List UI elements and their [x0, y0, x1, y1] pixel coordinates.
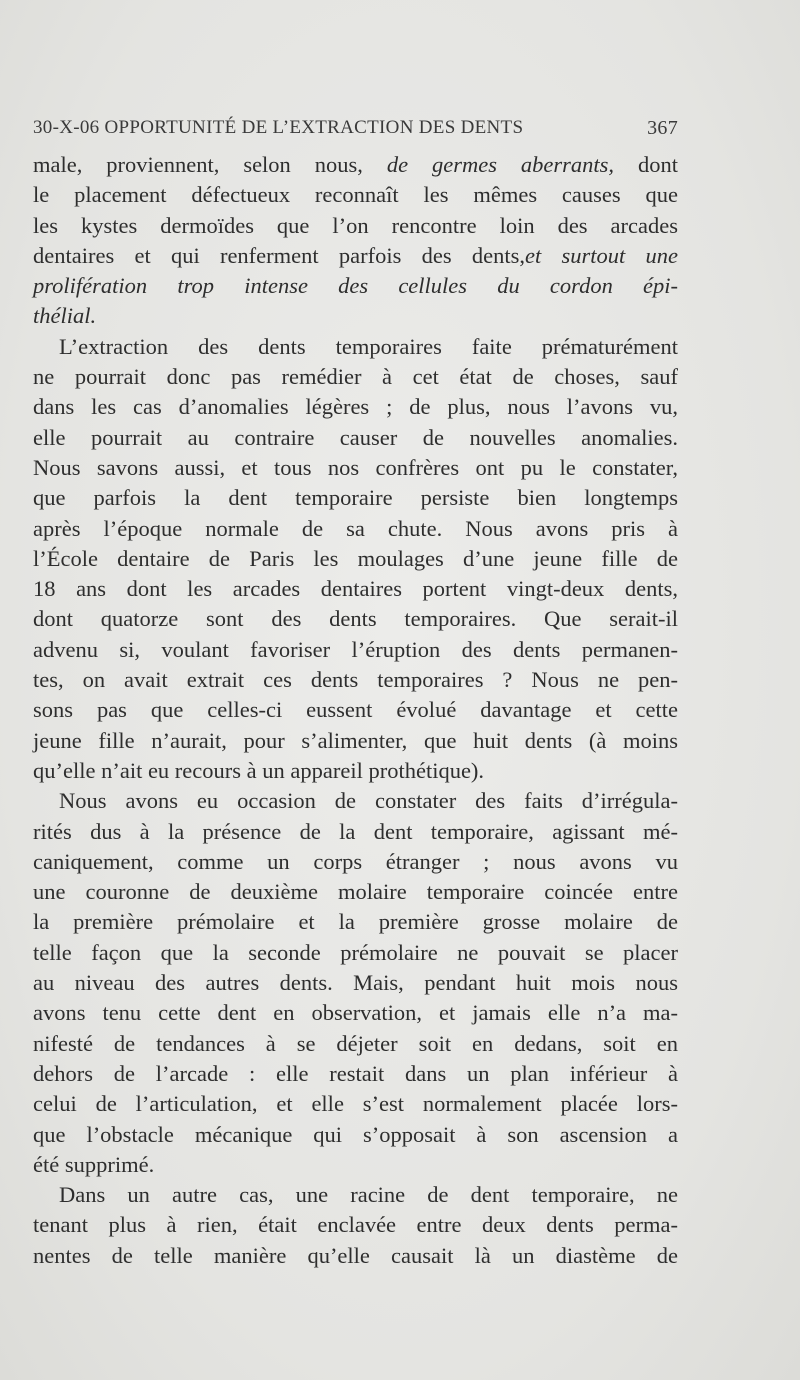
- text-segment: au niveau des autres dents. Mais, pendant huit mois nous: [33, 970, 678, 996]
- text-segment: dentaires et qui renferment parfois des dents,: [33, 242, 525, 268]
- text-line: [33, 665, 678, 695]
- text-segment: L’extraction des dents temporaires faite prématurément: [59, 333, 678, 359]
- text-line: [33, 847, 678, 877]
- text-line: [33, 877, 678, 907]
- text-segment: les kystes dermoïdes que l’on rencontre loin des arcades: [33, 212, 678, 238]
- text-segment: après l’époque normale de sa chute. Nous avons pris à: [33, 515, 678, 541]
- text-segment: Nous savons aussi, et tous nos confrères ont pu le constater,: [33, 454, 678, 480]
- text-line: [33, 241, 678, 271]
- text-line: [33, 786, 678, 816]
- text-line: [33, 211, 678, 241]
- text-segment: que parfois la dent temporaire persiste bien longtemps: [33, 485, 678, 511]
- text-segment: telle façon que la seconde prémolaire ne pouvait se placer: [33, 939, 678, 965]
- italic-text: et surtout une: [525, 242, 678, 268]
- italic-text: de germes aberrants,: [386, 152, 615, 177]
- text-segment: le placement défectueux reconnaît les mêmes causes que: [33, 182, 678, 208]
- text-segment: l’École dentaire de Paris les moulages d’une jeune fille de: [33, 545, 678, 571]
- text-line: [33, 635, 678, 665]
- text-line: [33, 271, 678, 301]
- text-line: [33, 726, 678, 756]
- text-line: [33, 1180, 678, 1210]
- text-segment: été supprimé.: [33, 1151, 155, 1177]
- text-segment: qu’elle n’ait eu recours à un appareil prothétique).: [33, 757, 485, 783]
- italic-text: prolifération trop intense des cellules du cordon épi-: [33, 273, 678, 299]
- text-line: [33, 1241, 678, 1271]
- text-segment: Nous avons eu occasion de constater des faits d’irrégula-: [59, 788, 678, 814]
- text-line: [33, 362, 678, 392]
- text-line: [33, 150, 678, 180]
- running-head: 30-X-06 OPPORTUNITÉ DE L’EXTRACTION DES DENTS: [33, 117, 524, 138]
- text-line: [33, 1120, 678, 1150]
- text-segment: ne pourrait donc pas remédier à cet état de choses, sauf: [33, 364, 678, 390]
- text-segment: caniquement, comme un corps étranger ; nous avons vu: [33, 848, 678, 874]
- text-line: [33, 301, 678, 331]
- text-line: [33, 695, 678, 725]
- text-line: [33, 483, 678, 513]
- text-segment: male, proviennent, selon nous,: [33, 152, 387, 177]
- text-segment: tes, on avait extrait ces dents temporaires ? Nous ne pen-: [33, 667, 678, 693]
- text-line: [33, 392, 678, 422]
- text-line: [33, 1150, 678, 1180]
- page-header: [33, 117, 678, 147]
- text-line: [33, 574, 678, 604]
- text-line: [33, 544, 678, 574]
- text-line: [33, 756, 678, 786]
- text-segment: advenu si, voulant favoriser l’éruption des dents permanen-: [33, 636, 678, 662]
- text-line: [33, 332, 678, 362]
- text-segment: dont quatorze sont des dents temporaires. Que serait-il: [33, 606, 678, 632]
- text-segment: tenant plus à rien, était enclavée entre deux dents perma-: [33, 1212, 678, 1238]
- body-text: [33, 150, 678, 1271]
- text-segment: sons pas que celles-ci eussent évolué davantage et cette: [33, 697, 678, 723]
- text-line: [33, 998, 678, 1028]
- text-line: [33, 817, 678, 847]
- text-segment: une couronne de deuxième molaire temporaire coincée entre: [33, 879, 678, 905]
- text-line: [33, 1059, 678, 1089]
- text-line: [33, 1210, 678, 1240]
- text-segment: nentes de telle manière qu’elle causait là un diastème de: [33, 1242, 678, 1268]
- text-line: [33, 938, 678, 968]
- italic-text: thélial.: [33, 303, 97, 329]
- text-segment: 18 ans dont les arcades dentaires portent vingt-deux dents,: [33, 576, 678, 602]
- text-line: [33, 968, 678, 998]
- text-segment: avons tenu cette dent en observation, et jamais elle n’a ma-: [33, 1000, 678, 1026]
- page-number: 367: [647, 117, 678, 139]
- text-segment: dans les cas d’anomalies légères ; de plus, nous l’avons vu,: [33, 394, 678, 420]
- text-line: [33, 514, 678, 544]
- text-segment: Dans un autre cas, une racine de dent temporaire, ne: [59, 1182, 678, 1208]
- text-segment: dont: [614, 152, 678, 177]
- text-segment: jeune fille n’aurait, pour s’alimenter, que huit dents (à moins: [33, 727, 678, 753]
- text-segment: nifesté de tendances à se déjeter soit en dedans, soit en: [33, 1030, 678, 1056]
- text-line: [33, 1089, 678, 1119]
- text-segment: dehors de l’arcade : elle restait dans un plan inférieur à: [33, 1060, 678, 1086]
- text-line: [33, 604, 678, 634]
- text-segment: la première prémolaire et la première grosse molaire de: [33, 909, 678, 935]
- text-segment: celui de l’articulation, et elle s’est normalement placée lors-: [33, 1091, 678, 1117]
- text-line: [33, 1029, 678, 1059]
- text-line: [33, 423, 678, 453]
- text-line: [33, 453, 678, 483]
- text-segment: que l’obstacle mécanique qui s’opposait à son ascension a: [33, 1121, 678, 1147]
- text-line: [33, 907, 678, 937]
- text-line: [33, 180, 678, 210]
- text-segment: rités dus à la présence de la dent temporaire, agissant mé-: [33, 818, 678, 844]
- text-segment: elle pourrait au contraire causer de nouvelles anomalies.: [33, 424, 678, 450]
